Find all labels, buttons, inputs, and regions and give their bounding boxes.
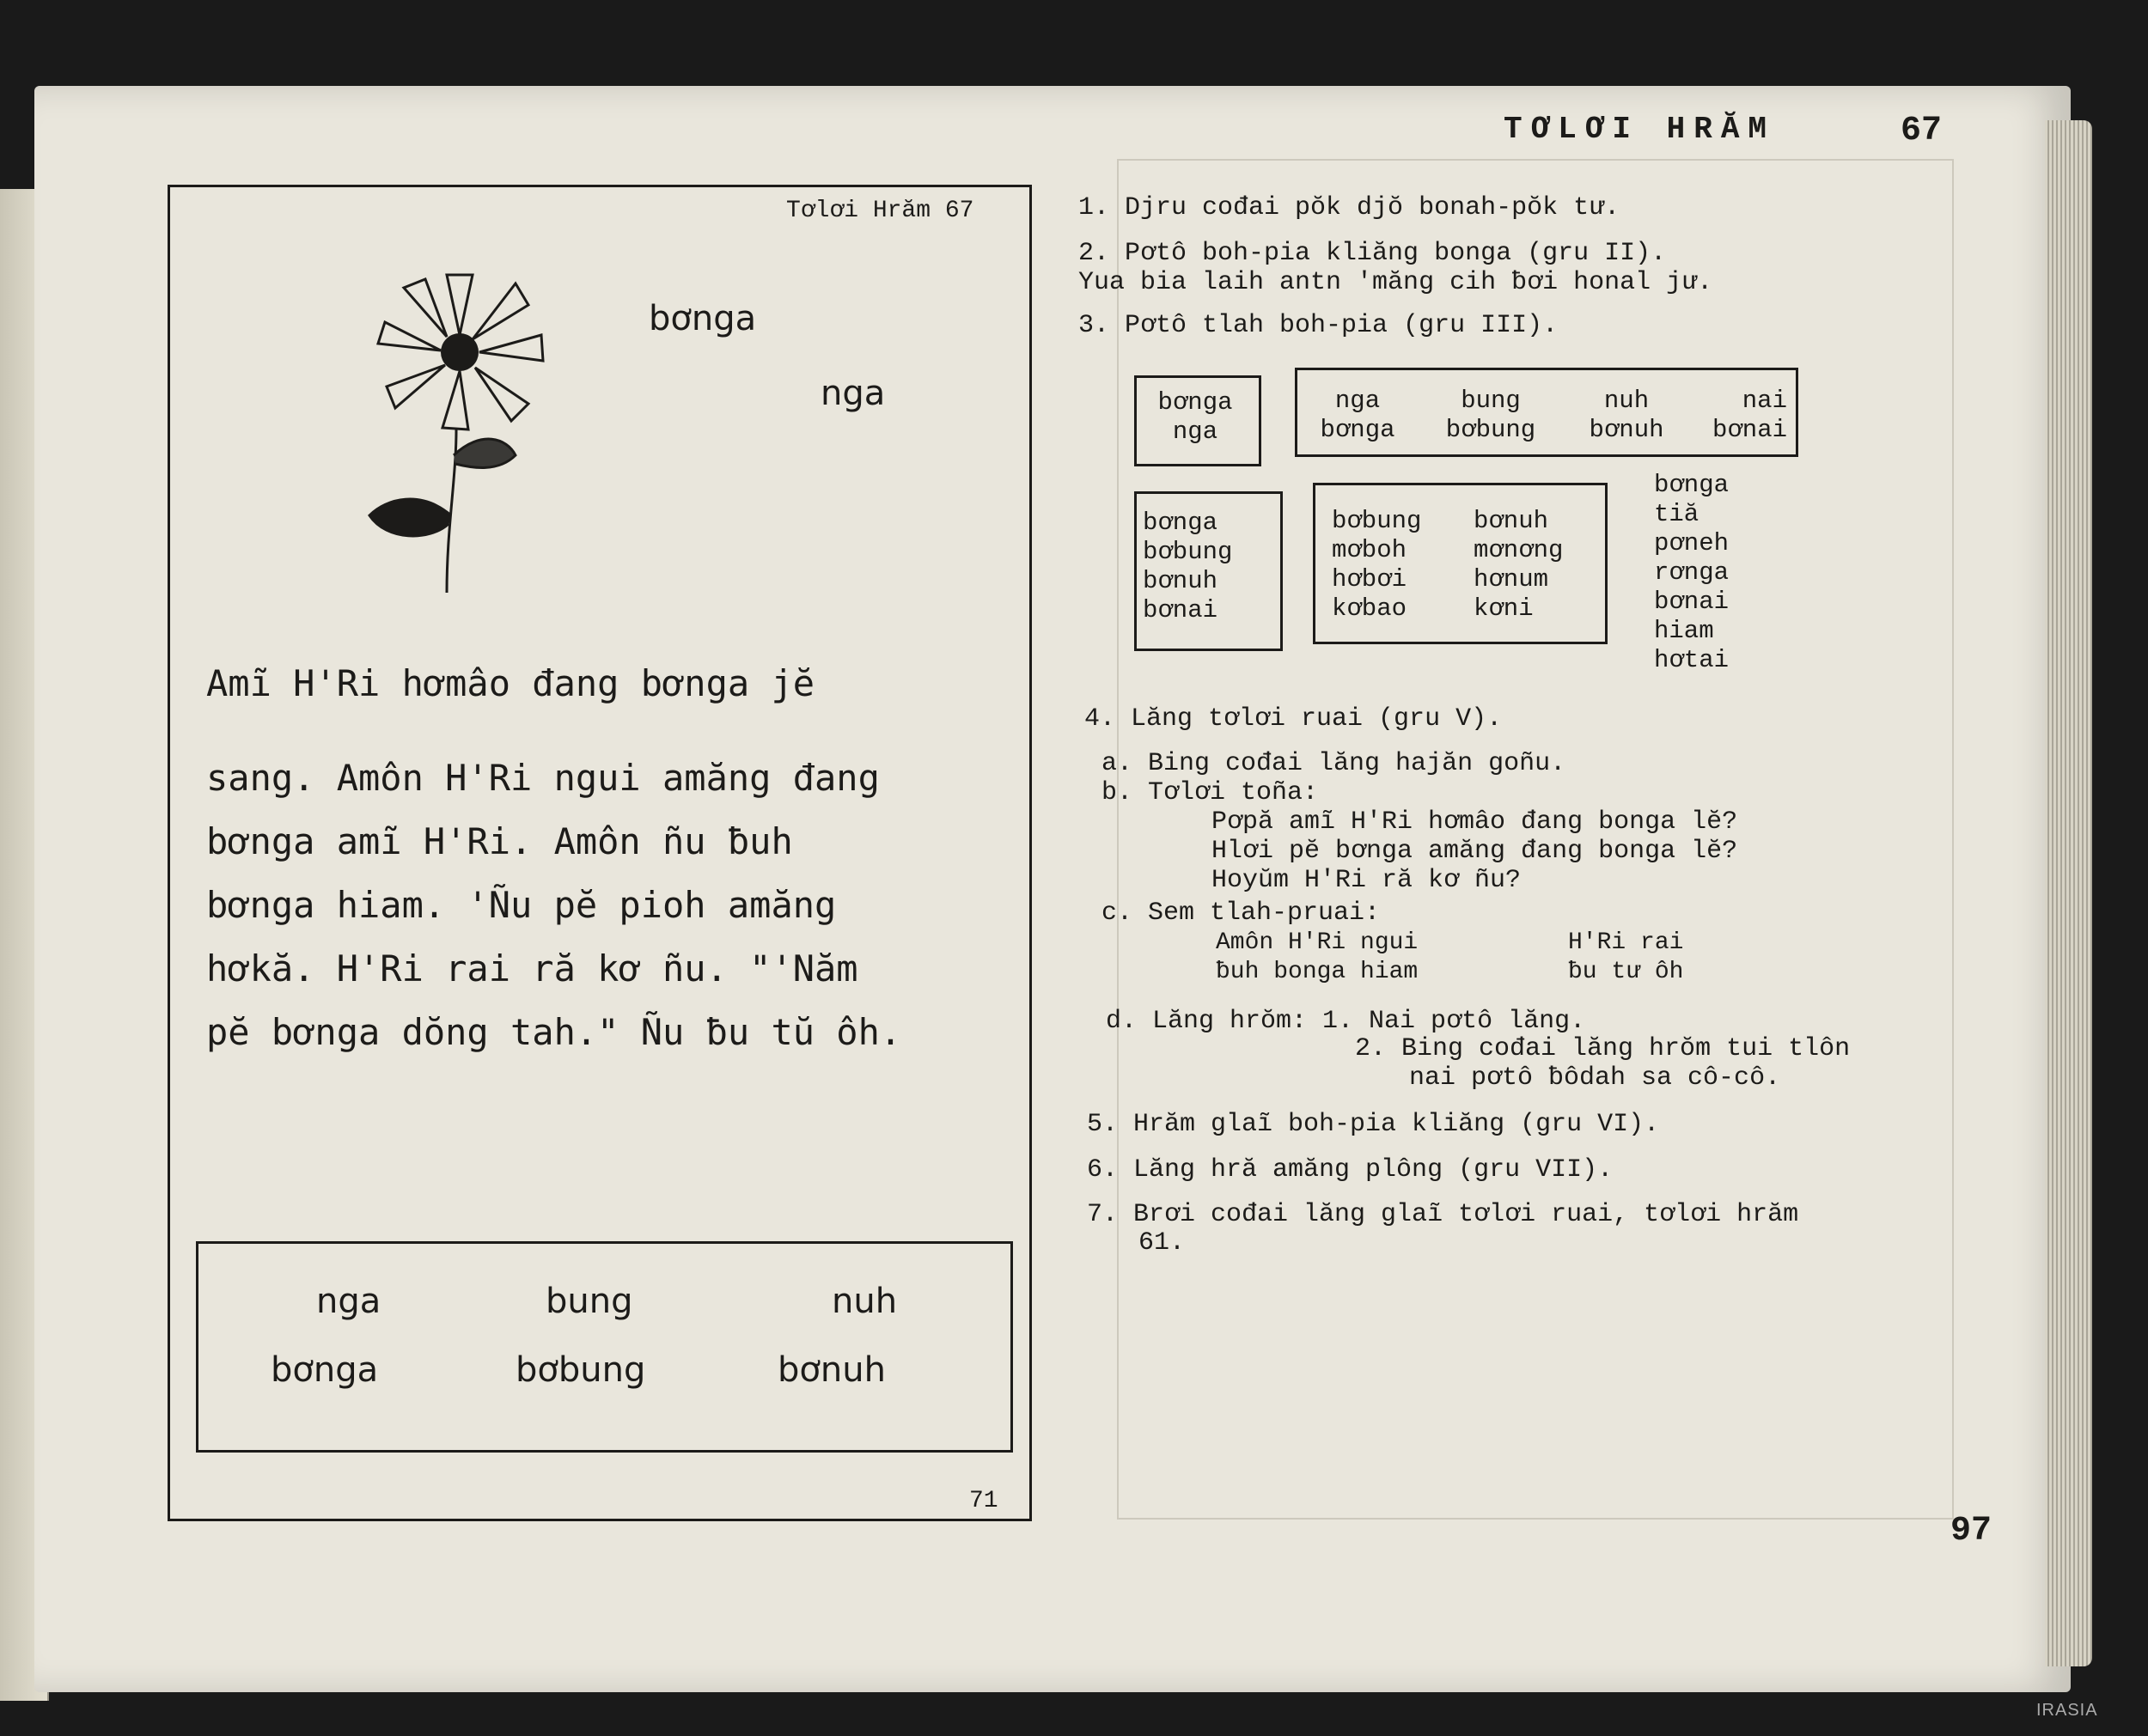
page-number: 97 (1950, 1512, 1992, 1550)
instruction-4d-2: 2. Bing cođai lăng hrŏm tui tlôn (1355, 1034, 1851, 1063)
syllable-box-1-words (1143, 388, 1248, 447)
list-word: tiă (1654, 500, 1699, 528)
box-word: nai (1742, 387, 1787, 415)
instruction-4a: a. Bing cođai lăng hajăn goñu. (1101, 749, 1566, 778)
box-word: bơbung (1332, 507, 1422, 535)
syllable-box-4-col-2 (1474, 507, 1594, 624)
box-word: bơnga (1157, 388, 1233, 417)
list-word: hiam (1654, 617, 1714, 645)
word-list (1654, 471, 1766, 675)
wordbox-top-2: bung (546, 1282, 633, 1321)
watermark: IRASIA (2036, 1701, 2098, 1720)
story-line: sang. Amôn H'Ri ngui amăng đang (206, 757, 880, 799)
syllable-box-2-col (1431, 387, 1551, 445)
flower-word-2: nga (821, 374, 886, 413)
story-line: pĕ bơnga dŏng tah." Ñu ƀu tŭ ôh. (206, 1011, 902, 1053)
syllable-box-2-col (1302, 387, 1413, 445)
page-stack-edge (2045, 120, 2092, 1666)
instruction-4c: c. Sem tlah-pruai: (1101, 898, 1381, 928)
story-line: bơnga amĩ H'Ri. Amôn ñu ƀuh (206, 820, 793, 862)
instruction-3: 3. Pơtô tlah boh-pia (gru III). (1078, 311, 1559, 340)
syllable-box-2-col (1571, 387, 1682, 445)
pair-1-right: H'Ri rai (1568, 929, 1684, 956)
box-word: hơnum (1474, 565, 1549, 594)
box-word: bơnai (1712, 416, 1787, 444)
instruction-1: 1. Djru cođai pŏk djŏ bonah-pŏk tư. (1078, 193, 1620, 222)
syllable-box-3-words (1143, 509, 1254, 625)
page-header-title: TƠLƠI HRĂM (1504, 112, 1776, 147)
box-word: kơbao (1332, 594, 1407, 623)
wordbox-bottom-3: bơnuh (778, 1350, 886, 1390)
question-1: Pơpă amĩ H'Ri hơmâo đang bonga lĕ? (1211, 807, 1738, 837)
page-header-number: 67 (1901, 112, 1943, 150)
list-word: pơneh (1654, 529, 1730, 557)
flower-illustration (318, 258, 610, 601)
box-word: bơnuh (1474, 507, 1549, 535)
list-word: rơnga (1654, 558, 1730, 587)
inner-page-number: 71 (969, 1488, 998, 1514)
wordbox-bottom-1: bơnga (271, 1350, 379, 1390)
instruction-4: 4. Lăng tơlơi ruai (gru V). (1084, 704, 1503, 734)
story-line: Amĩ H'Ri hơmâo đang bơnga jĕ (206, 662, 815, 704)
syllable-box-2-col (1693, 387, 1787, 445)
list-word: hơtai (1654, 646, 1730, 674)
instruction-6: 6. Lăng hră amăng plông (gru VII). (1087, 1155, 1614, 1185)
box-word: bơnga (1143, 509, 1218, 537)
box-word: mơboh (1332, 536, 1407, 564)
wordbox-top-3: nuh (832, 1282, 898, 1321)
instruction-4d-3: nai pơtô ƀôdah sa cô-cô. (1409, 1063, 1781, 1093)
syllable-box-4-col-1 (1332, 507, 1443, 624)
box-word: bơnuh (1589, 416, 1664, 444)
instruction-4d: d. Lăng hrŏm: 1. Nai pơtô lăng. (1106, 1007, 1586, 1036)
box-word: bơnga (1320, 416, 1395, 444)
box-word: bơnuh (1143, 567, 1218, 595)
box-word: mơnơng (1474, 536, 1564, 564)
instruction-4b: b. Tơlơi toña: (1101, 778, 1319, 807)
word-box (196, 1241, 1013, 1453)
pair-2-right: ƀu tư ôh (1568, 959, 1684, 985)
pair-2-left: ƀuh bonga hiam (1216, 959, 1419, 985)
instruction-7b: 61. (1138, 1228, 1186, 1258)
inner-page-header: Tơlơi Hrăm 67 (786, 198, 974, 224)
box-word: bung (1461, 387, 1521, 415)
box-word: bơnai (1143, 596, 1218, 624)
box-word: bơbung (1445, 416, 1536, 444)
box-word: bơbung (1143, 538, 1233, 566)
box-word: nuh (1603, 387, 1650, 415)
flower-word-1: bơnga (649, 299, 757, 338)
wordbox-top-1: nga (316, 1282, 381, 1321)
story-line: bơnga hiam. 'Ñu pĕ pioh amăng (206, 884, 837, 926)
pair-1-left: Amôn H'Ri ngui (1216, 929, 1419, 956)
instruction-7: 7. Brơi cođai lăng glaĩ tơlơi ruai, tơlơi hrăm (1087, 1200, 1799, 1229)
box-word: nga (1334, 387, 1381, 415)
box-word: hơbơi (1332, 565, 1407, 594)
instruction-2: 2. Pơtô boh-pia kliăng bonga (gru II). (1078, 239, 1667, 268)
question-3: Hoyŭm H'Ri ră kơ ñu? (1211, 866, 1522, 895)
story-text (206, 653, 979, 1063)
box-word: nga (1172, 417, 1218, 446)
box-word: kơni (1474, 594, 1534, 623)
question-2: Hlơi pĕ bơnga amăng đang bonga lĕ? (1211, 837, 1738, 866)
instruction-2b: Yua bia laih antn 'măng cih ƀơi honal jư. (1078, 268, 1713, 297)
instruction-5: 5. Hrăm glaĩ boh-pia kliăng (gru VI). (1087, 1110, 1660, 1139)
wordbox-bottom-2: bơbung (516, 1350, 646, 1390)
story-line: hơkă. H'Ri rai ră kơ ñu. "'Năm (206, 947, 858, 990)
list-word: bơnai (1654, 588, 1730, 616)
list-word: bơnga (1654, 471, 1730, 499)
